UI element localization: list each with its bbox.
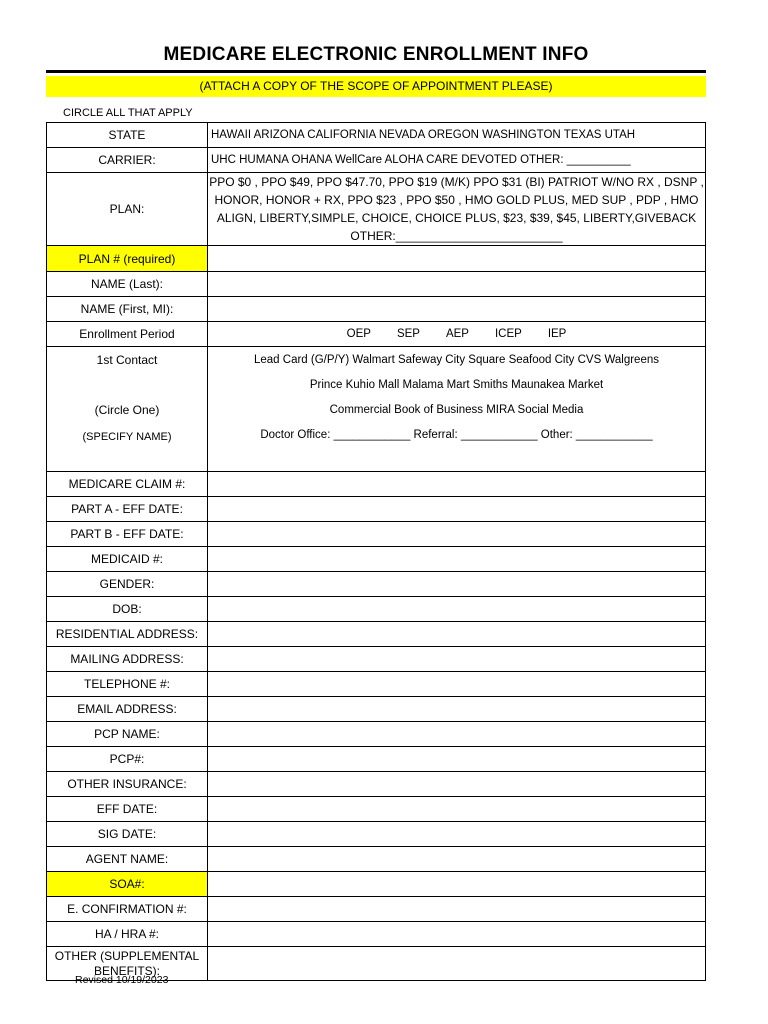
- plan-line: HONOR, HONOR + RX, PPO $23 , PPO $50 , HMO GOLD PLUS, MED SUP , PDP , HMO: [214, 193, 699, 207]
- medicare-claim-row: [47, 472, 706, 497]
- telephone-field[interactable]: [208, 672, 706, 697]
- telephone-label: TELEPHONE #:: [47, 672, 208, 697]
- carrier-label: CARRIER:: [47, 148, 208, 173]
- soa-row: [47, 872, 706, 897]
- other-insurance-row: [47, 772, 706, 797]
- medicaid-row: [47, 547, 706, 572]
- other-supplemental-field[interactable]: [208, 947, 706, 981]
- enrollment-period-options[interactable]: [208, 322, 706, 347]
- contact-specify-line: Doctor Office: ____________ Referral: ____________ Other: ____________: [260, 429, 653, 441]
- form-title: MEDICARE ELECTRONIC ENROLLMENT INFO: [163, 44, 589, 65]
- plan-line: ALIGN, LIBERTY,SIMPLE, CHOICE, CHOICE PLUS, $23, $39, $45, LIBERTY,GIVEBACK: [216, 211, 697, 225]
- name-first-label: NAME (First, MI):: [47, 297, 208, 322]
- e-confirmation-field[interactable]: [208, 897, 706, 922]
- first-contact-label-cell: [47, 347, 208, 472]
- enrollment-option-iep[interactable]: IEP: [547, 328, 567, 340]
- eff-date-field[interactable]: [208, 797, 706, 822]
- title-underline: [46, 70, 706, 73]
- soa-field[interactable]: [208, 872, 706, 897]
- other-insurance-label: OTHER INSURANCE:: [47, 772, 208, 797]
- contact-line: Lead Card (G/P/Y) Walmart Safeway City Square Seafood City CVS Walgreens: [253, 354, 659, 366]
- carrier-options[interactable]: UHC HUMANA OHANA WellCare ALOHA CARE DEVOTED OTHER: __________: [208, 148, 706, 173]
- plan-label: PLAN:: [47, 173, 208, 246]
- e-confirmation-label: E. CONFIRMATION #:: [47, 897, 208, 922]
- part-a-eff-date-row: [47, 497, 706, 522]
- enrollment-period-row: [47, 322, 706, 347]
- ha-hra-field[interactable]: [208, 922, 706, 947]
- part-b-eff-date-row: [47, 522, 706, 547]
- medicare-claim-field[interactable]: [208, 472, 706, 497]
- soa-label: SOA#:: [47, 872, 208, 897]
- first-contact-options[interactable]: [208, 347, 706, 472]
- enrollment-option-sep[interactable]: SEP: [396, 328, 420, 340]
- ha-hra-label: HA / HRA #:: [47, 922, 208, 947]
- agent-name-field[interactable]: [208, 847, 706, 872]
- sig-date-row: [47, 822, 706, 847]
- dob-row: [47, 597, 706, 622]
- mailing-address-row: [47, 647, 706, 672]
- residential-address-row: [47, 622, 706, 647]
- circle-all-instruction: CIRCLE ALL THAT APPLY: [63, 107, 193, 119]
- name-first-row: [47, 297, 706, 322]
- pcp-number-field[interactable]: [208, 747, 706, 772]
- state-label: STATE: [47, 123, 208, 148]
- part-b-eff-date-label: PART B - EFF DATE:: [47, 522, 208, 547]
- eff-date-label: EFF DATE:: [47, 797, 208, 822]
- circle-one-label: (Circle One): [94, 403, 160, 417]
- dob-label: DOB:: [47, 597, 208, 622]
- plan-number-field[interactable]: [208, 246, 706, 272]
- other-supplemental-label: OTHER (SUPPLEMENTAL BENEFITS):: [47, 947, 208, 981]
- name-first-field[interactable]: [208, 297, 706, 322]
- carrier-row: [47, 148, 706, 173]
- pcp-name-row: [47, 722, 706, 747]
- mailing-address-field[interactable]: [208, 647, 706, 672]
- name-last-row: [47, 272, 706, 297]
- first-contact-label: 1st Contact: [96, 353, 158, 367]
- contact-line: Commercial Book of Business MIRA Social Media: [329, 404, 584, 416]
- pcp-number-label: PCP#:: [47, 747, 208, 772]
- medicaid-field[interactable]: [208, 547, 706, 572]
- mailing-address-label: MAILING ADDRESS:: [47, 647, 208, 672]
- other-insurance-field[interactable]: [208, 772, 706, 797]
- part-a-eff-date-field[interactable]: [208, 497, 706, 522]
- ha-hra-row: [47, 922, 706, 947]
- part-a-eff-date-label: PART A - EFF DATE:: [47, 497, 208, 522]
- scope-of-appointment-banner: (ATTACH A COPY OF THE SCOPE OF APPOINTMENT PLEASE): [46, 76, 706, 97]
- name-last-field[interactable]: [208, 272, 706, 297]
- sig-date-field[interactable]: [208, 822, 706, 847]
- email-address-label: EMAIL ADDRESS:: [47, 697, 208, 722]
- plan-number-label: PLAN # (required): [47, 246, 208, 272]
- enrollment-option-oep[interactable]: OEP: [346, 328, 371, 340]
- medicaid-label: MEDICAID #:: [47, 547, 208, 572]
- plan-options[interactable]: [208, 173, 706, 246]
- part-b-eff-date-field[interactable]: [208, 522, 706, 547]
- contact-line: Prince Kuhio Mall Malama Mart Smiths Maunakea Market: [309, 379, 604, 391]
- first-contact-row: [47, 347, 706, 472]
- sig-date-label: SIG DATE:: [47, 822, 208, 847]
- name-last-label: NAME (Last):: [47, 272, 208, 297]
- plan-number-row: [47, 246, 706, 272]
- pcp-name-label: PCP NAME:: [47, 722, 208, 747]
- eff-date-row: [47, 797, 706, 822]
- revised-date: Revised 10/19/2023: [75, 974, 169, 986]
- residential-address-field[interactable]: [208, 622, 706, 647]
- plan-other-line: OTHER:_________________________: [350, 229, 563, 243]
- gender-row: [47, 572, 706, 597]
- enrollment-option-aep[interactable]: AEP: [445, 328, 469, 340]
- state-row: [47, 123, 706, 148]
- medicare-claim-label: MEDICARE CLAIM #:: [47, 472, 208, 497]
- pcp-number-row: [47, 747, 706, 772]
- gender-label: GENDER:: [47, 572, 208, 597]
- email-address-row: [47, 697, 706, 722]
- dob-field[interactable]: [208, 597, 706, 622]
- pcp-name-field[interactable]: [208, 722, 706, 747]
- enrollment-period-label: Enrollment Period: [47, 322, 208, 347]
- agent-name-row: [47, 847, 706, 872]
- residential-address-label: RESIDENTIAL ADDRESS:: [47, 622, 208, 647]
- enrollment-form-table: [46, 122, 706, 981]
- e-confirmation-row: [47, 897, 706, 922]
- state-options[interactable]: HAWAII ARIZONA CALIFORNIA NEVADA OREGON WASHINGTON TEXAS UTAH: [208, 123, 706, 148]
- telephone-row: [47, 672, 706, 697]
- enrollment-option-icep[interactable]: ICEP: [494, 328, 522, 340]
- email-address-field[interactable]: [208, 697, 706, 722]
- plan-line: PPO $0 , PPO $49, PPO $47.70, PPO $19 (M/K) PPO $31 (BI) PATRIOT W/NO RX , DSNP ,: [209, 175, 704, 189]
- plan-row: [47, 173, 706, 246]
- gender-field[interactable]: [208, 572, 706, 597]
- agent-name-label: AGENT NAME:: [47, 847, 208, 872]
- specify-name-label: (SPECIFY NAME): [82, 431, 172, 443]
